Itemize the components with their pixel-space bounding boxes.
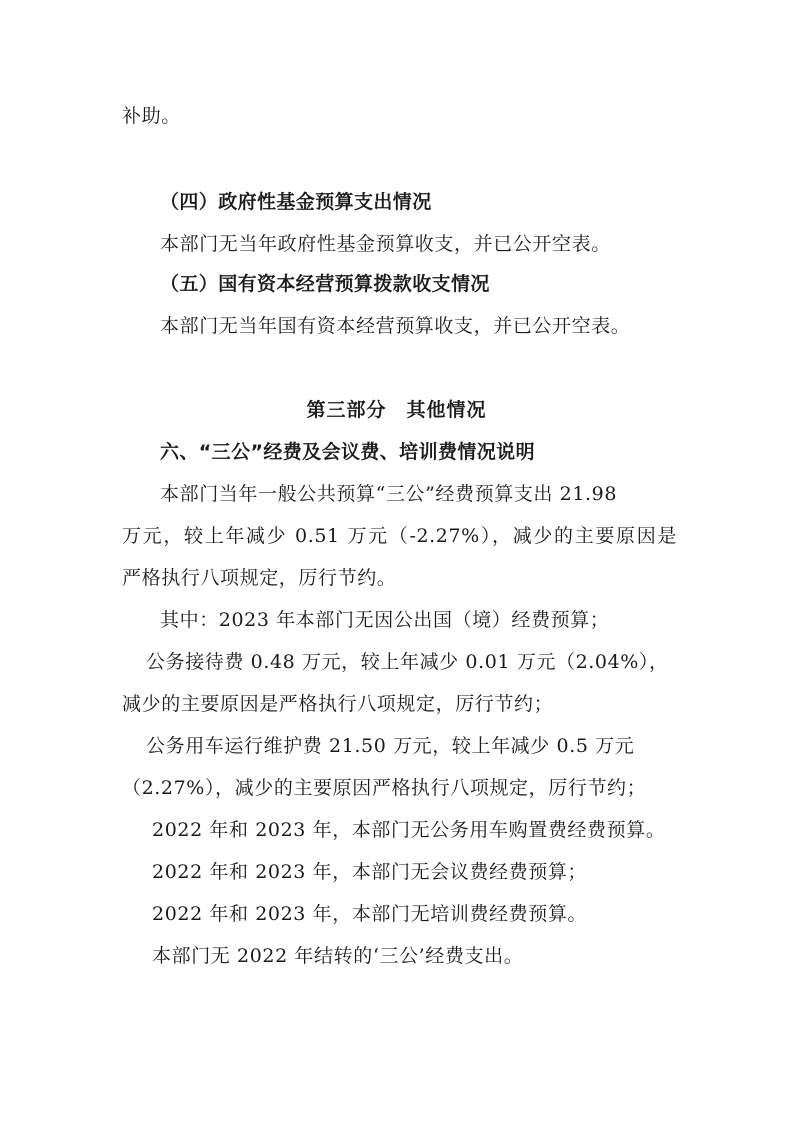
three-public-expense-line-2: 万元，较上年减少 0.51 万元（-2.27%），减少的主要原因是 xyxy=(122,525,677,547)
vehicle-expense-line-2: （2.27%），减少的主要原因严格执行八项规定，厉行节约； xyxy=(122,777,647,799)
carryover-expense-text: 本部门无 2022 年结转的‘三公’经费支出。 xyxy=(152,945,524,967)
three-public-expense-line-1: 本部门当年一般公共预算“三公”经费预算支出 21.98 xyxy=(160,483,618,505)
vehicle-purchase-text: 2022 年和 2023 年，本部门无公务用车购置费经费预算。 xyxy=(152,819,666,841)
reception-expense-line-1: 公务接待费 0.48 万元，较上年减少 0.01 万元（2.04%）， xyxy=(146,651,669,673)
vehicle-expense-line-1: 公务用车运行维护费 21.50 万元，较上年减少 0.5 万元 xyxy=(146,735,635,757)
section-5-text: 本部门无当年国有资本经营预算收支，并已公开空表。 xyxy=(160,315,631,337)
paragraph-continuation: 补助。 xyxy=(122,105,181,127)
overseas-expense-text: 其中：2023 年本部门无因公出国（境）经费预算； xyxy=(160,609,610,631)
part-three-title: 第三部分 其他情况 xyxy=(306,399,487,421)
training-expense-text: 2022 年和 2023 年，本部门无培训费经费预算。 xyxy=(152,903,588,925)
section-heading-5: （五）国有资本经营预算拨款收支情况 xyxy=(160,273,490,295)
section-heading-6: 六、“三公”经费及会议费、培训费情况说明 xyxy=(160,441,535,463)
reception-expense-line-2: 减少的主要原因是严格执行八项规定，厉行节约； xyxy=(122,693,554,715)
meeting-expense-text: 2022 年和 2023 年，本部门无会议费经费预算； xyxy=(152,861,588,883)
section-heading-4: （四）政府性基金预算支出情况 xyxy=(160,191,432,213)
section-4-text: 本部门无当年政府性基金预算收支，并已公开空表。 xyxy=(160,233,611,255)
three-public-expense-line-3: 严格执行八项规定，厉行节约。 xyxy=(122,567,397,589)
